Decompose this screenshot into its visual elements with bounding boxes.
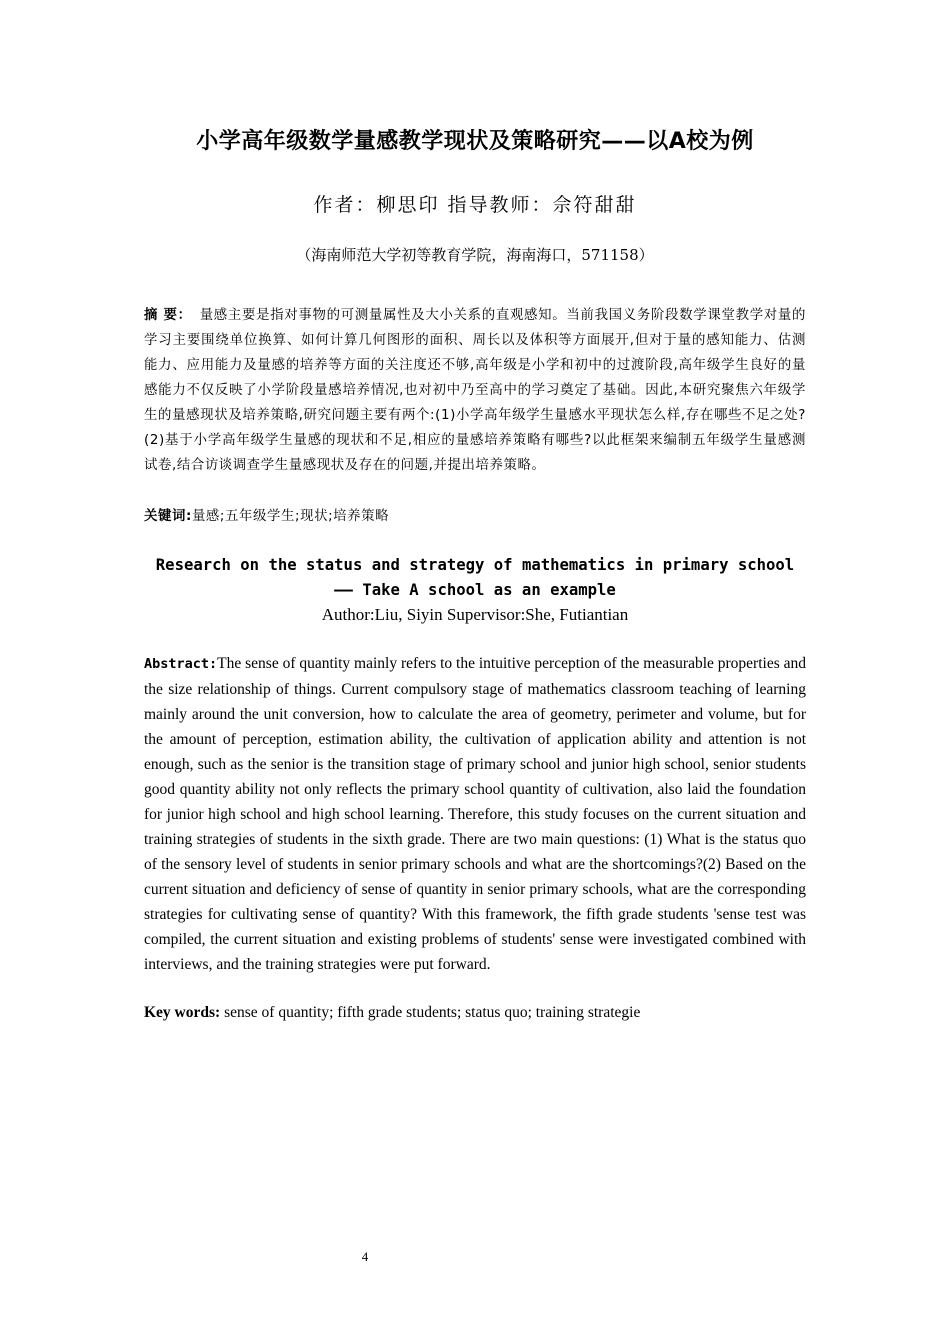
keywords-en [144,1000,806,1025]
abstract-en-label: Abstract: [144,656,218,672]
page-number: 4 [361,1249,369,1264]
keywords-cn [144,504,806,529]
paper-title-en-line1: Research on the status and strategy of mathematics in primary school [155,556,795,574]
paper-title-en [130,553,820,603]
abstract-cn-text: 量感主要是指对事物的可测量属性及大小关系的直观感知。当前我国义务阶段数学课堂教学对量的学习主要围绕单位换算、如何计算几何图形的面积、周长以及体积等方面展开,但对于量的感知能力、估测能力、应用能力及量感的培养等方面的关注度还不够,高年级是小学和初中的过渡阶段,高年级学生良好的量感能力不仅反映了小学阶段量感培养情况,也对初中乃至高中的学习奠定了基础。因此,本研究聚焦六年级学生的量感现状及培养策略,研究问题主要有两个:(1)小学高年级学生量感水平现状怎么样,存在哪些不足之处?(2)基于小学高年级学生量感的现状和不足,相应的量感培养策略有哪些?以此框架来编制五年级学生量感测试卷,结合访谈调查学生量感现状及存在的问题,并提出培养策略。 [144,308,807,473]
paper-title-cn: 小学高年级数学量感教学现状及策略研究——以A校为例 [196,129,754,154]
paper-title-en-line2: —— Take A school as an example [334,581,616,599]
keywords-cn-label: 关键词: [144,509,192,524]
keywords-cn-text: 量感;五年级学生;现状;培养策略 [191,509,390,524]
author-line-en: Author:Liu, Siyin Supervisor:She, Futiantian [321,605,629,624]
author-line-cn: 作者：柳思印 指导教师：佘符甜甜 [313,194,637,216]
keywords-en-label: Key words: [144,1004,221,1021]
abstract-en-text: The sense of quantity mainly refers to the intuitive perception of the measurable properties and the size relationship of things. Current compulsory stage of mathematics classroom teaching of learning mainly around the unit conversion, how to calculate the area of geometry, perimeter and volume, but for the amount of perception, estimation ability, the cultivation of application ability and attention is not enough, such as the senior is the transition stage of primary school and junior high school, senior students good quantity ability not only reflects the primary school quantity of cultivation, also laid the foundation for junior high school and high school learning. Therefore, this study focuses on the current situation and training strategies of students in the sixth grade. There are two main questions: (1) What is the status quo of the sensory level of students in senior primary schools and what are the shortcomings?(2) Based on the current situation and deficiency of sense of quantity in senior primary schools, what are the corresponding strategies for cultivating sense of quantity? With this framework, the fifth grade students 'sense test was compiled, the current situation and existing problems of students' sense were investigated combined with interviews, and the training strategies were put forward. [144,655,806,973]
abstract-cn [144,303,806,478]
abstract-cn-label: 摘 要： [144,308,192,323]
keywords-en-text: sense of quantity; fifth grade students; status quo; training strategie [220,1004,641,1021]
affiliation-cn: （海南师范大学初等教育学院，海南海口，571158） [296,246,654,264]
abstract-en [144,651,806,977]
